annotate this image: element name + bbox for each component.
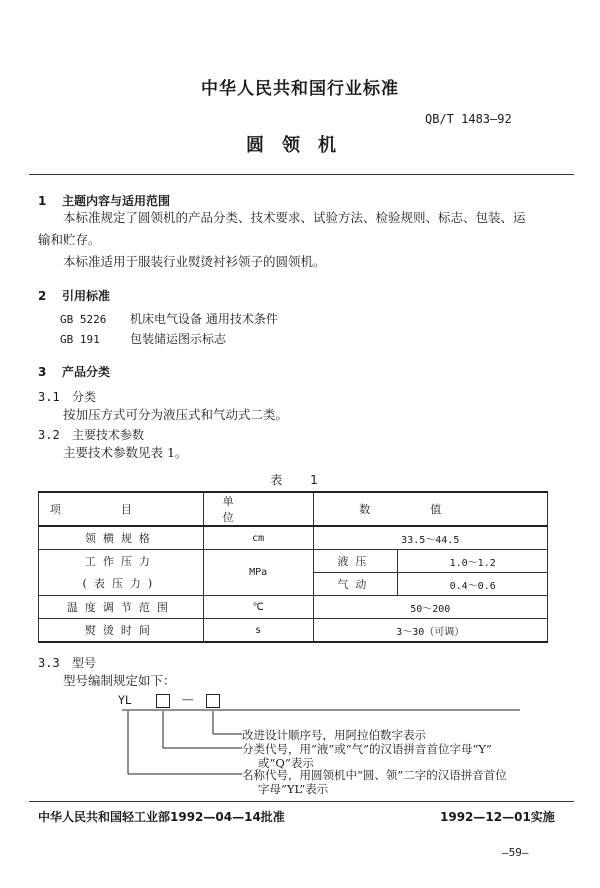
standard-code: QB/T 1483—92 — [425, 112, 512, 126]
section-title: 引用标准 — [62, 289, 111, 303]
section-number: 2 — [38, 289, 47, 303]
table-cell-value: 0.4～0.6 — [398, 573, 548, 596]
subsection-3-1-text: 按加压方式可分为液压式和气动式二类。 — [63, 407, 289, 422]
table-cell-subtype: 液压 — [313, 550, 398, 573]
subsection-3-3-text: 型号编制规定如下： — [63, 673, 176, 688]
model-description-name-cont: 字母“YL”表示 — [258, 782, 329, 796]
model-dash: — — [182, 692, 194, 706]
table-cell-unit: cm — [203, 526, 313, 550]
effective-date: 1992—12—01实施 — [440, 810, 555, 824]
model-description-name: 名称代号，用圆领机中“圆、领”二字的汉语拼音首位 — [242, 768, 507, 782]
subsection-number: 3.1 — [38, 390, 60, 404]
section-title: 产品分类 — [62, 365, 111, 379]
document-title: 圆领机 — [246, 135, 354, 156]
reference-title: 包装储运图示标志 — [130, 332, 227, 346]
table-cell-value: 33.5～44.5 — [313, 526, 547, 550]
table-cell-unit: MPa — [203, 550, 313, 596]
model-description-sequence: 改进设计顺序号，用阿拉伯数字表示 — [242, 728, 426, 742]
table-header-item: 项目 — [39, 492, 204, 526]
table-cell-item: 领横规格 — [39, 526, 204, 550]
subsection-number: 3.3 — [38, 656, 60, 670]
section-number: 3 — [38, 365, 47, 379]
table-cell-value: 1.0～1.2 — [398, 550, 548, 573]
table-cell-subtype: 气动 — [313, 573, 398, 596]
reference-title: 机床电气设备 通用技术条件 — [130, 312, 278, 326]
model-description-classification-cont: 或“Q”表示 — [258, 756, 314, 770]
section-title: 主题内容与适用范围 — [62, 194, 171, 208]
model-description-classification: 分类代号，用“液”或“气”的汉语拼音首位字母“Y” — [242, 742, 492, 756]
table-cell-value: 3～30（可调） — [313, 619, 547, 643]
table-cell-item: 温度调节范围 — [39, 596, 204, 619]
model-prefix: YL — [118, 693, 132, 707]
footer-divider — [29, 801, 574, 802]
table-cell-item: 熨烫时间 — [39, 619, 204, 643]
subsection-number: 3.2 — [38, 428, 60, 442]
issuer-statement: 中华人民共和国轻工业部1992—04—14批准 — [38, 810, 285, 824]
table-header-unit: 单位 — [203, 492, 313, 526]
page-number: —59— — [502, 846, 529, 859]
table-header-value: 数值 — [313, 492, 547, 526]
reference-code: GB 5226 — [60, 313, 107, 326]
reference-code: GB 191 — [60, 333, 100, 346]
table-cell-item-line: 工作压力 — [84, 554, 157, 568]
section-number: 1 — [38, 194, 47, 208]
table-cell-item-line: (表压力) — [82, 576, 160, 590]
table-cell-unit: s — [203, 619, 313, 643]
subsection-title: 型号 — [72, 656, 97, 670]
table-caption: 表 1 — [270, 473, 330, 487]
subsection-3-2-text: 主要技术参数见表 1。 — [63, 445, 188, 460]
subsection-title: 主要技术参数 — [72, 428, 145, 442]
table-cell-value: 50～200 — [313, 596, 547, 619]
subsection-title: 分类 — [72, 390, 97, 404]
table-cell-unit: ℃ — [203, 596, 313, 619]
standard-title: 中华人民共和国行业标准 — [201, 79, 399, 99]
section-1-paragraph-2: 本标准适用于服装行业熨烫衬衫领子的圆领机。 — [63, 254, 326, 269]
section-1-paragraph-1: 本标准规定了圆领机的产品分类、技术要求、试验方法、检验规则、标志、包装、运输和贮存。 — [38, 210, 526, 247]
